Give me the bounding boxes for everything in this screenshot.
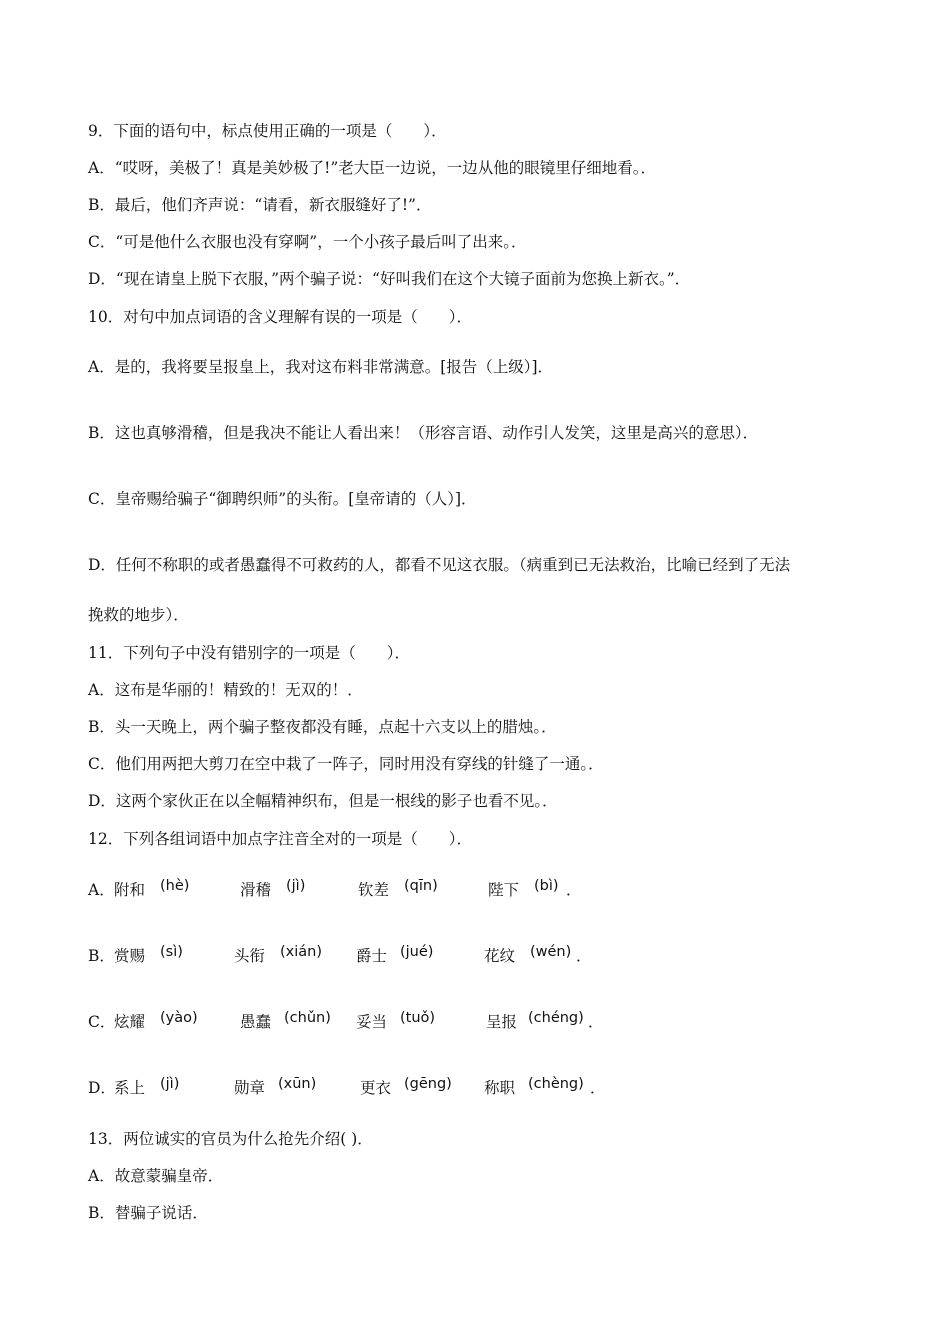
option-label: A． <box>88 881 115 899</box>
option-word: 愚蠢 <box>240 1013 272 1031</box>
option-pinyin: (wén) <box>530 944 572 960</box>
option-pinyin: (sì) <box>160 944 183 960</box>
option-pinyin: (bì) <box>534 878 559 894</box>
option-word: 头衔 <box>234 947 266 965</box>
option-word: 炫耀 <box>114 1013 146 1031</box>
question-10-option-c: C．皇帝赐给骗子“御聘织师”的头衔。[皇帝请的（人）]． <box>88 490 477 508</box>
option-pinyin: (yào) <box>160 1010 198 1026</box>
question-11-option-b: B．头一天晚上，两个骗子整夜都没有睡，点起十六支以上的腊烛。． <box>88 718 557 736</box>
option-word: 滑稽 <box>240 881 272 899</box>
question-11-stem: 11．下列句子中没有错别字的一项是（ ）． <box>88 644 410 662</box>
option-end: ． <box>590 1079 606 1097</box>
option-word: 钦差 <box>358 881 390 899</box>
option-word: 称职 <box>484 1079 516 1097</box>
question-9-option-c: C．“可是他什么衣服也没有穿啊”，一个小孩子最后叫了出来。． <box>88 233 527 251</box>
option-word: 更衣 <box>360 1079 392 1097</box>
option-pinyin: (gēng) <box>404 1076 452 1092</box>
option-word: 花纹 <box>484 947 516 965</box>
option-word: 勋章 <box>234 1079 266 1097</box>
question-13-stem: 13．两位诚实的官员为什么抢先介绍( )． <box>88 1130 373 1148</box>
question-9-stem: 9．下面的语句中，标点使用正确的一项是（ ）． <box>88 122 447 140</box>
question-11-option-d: D．这两个家伙正在以全幅精神织布，但是一根线的影子也看不见。． <box>88 792 558 810</box>
option-word: 呈报 <box>486 1013 518 1031</box>
option-label: C． <box>88 1013 116 1031</box>
option-pinyin: (chèng) <box>528 1076 584 1092</box>
question-10-option-d-line2: 挽救的地步）． <box>88 606 189 624</box>
option-pinyin: (hè) <box>160 878 190 894</box>
option-pinyin: (chǔn) <box>284 1010 331 1026</box>
question-13-option-b: B．替骗子说话． <box>88 1204 208 1222</box>
question-9-option-b: B．最后，他们齐声说：“请看，新衣服缝好了!”． <box>88 196 432 214</box>
question-9-option-a: A．“哎呀，美极了！真是美妙极了!”老大臣一边说，一边从他的眼镜里仔细地看。． <box>88 159 657 177</box>
option-word: 妥当 <box>356 1013 388 1031</box>
question-11-option-c: C．他们用两把大剪刀在空中栽了一阵子，同时用没有穿线的针缝了一通。． <box>88 755 604 773</box>
question-10-option-b: B．这也真够滑稽，但是我决不能让人看出来！（形容言语、动作引人发笑，这里是高兴的意思）． <box>88 424 759 442</box>
option-pinyin: (xūn) <box>278 1076 317 1092</box>
question-13-option-a: A．故意蒙骗皇帝． <box>88 1167 224 1185</box>
option-word: 陛下 <box>488 881 520 899</box>
question-12-stem: 12．下列各组词语中加点字注音全对的一项是（ ）． <box>88 830 472 848</box>
option-pinyin: (jì) <box>286 878 306 894</box>
option-pinyin: (chéng) <box>528 1010 584 1026</box>
option-pinyin: (jué) <box>400 944 434 960</box>
option-label: B． <box>88 947 115 965</box>
option-word: 爵士 <box>356 947 388 965</box>
option-pinyin: (jì) <box>160 1076 180 1092</box>
question-9-option-d: D．“现在请皇上脱下衣服，”两个骗子说：“好叫我们在这个大镜子面前为您换上新衣。”． <box>88 270 691 288</box>
option-pinyin: (tuǒ) <box>400 1010 436 1026</box>
question-10-option-d-line1: D．任何不称职的或者愚蠢得不可救药的人，都看不见这衣服。（病重到已无法救治，比喻已经到了无法 <box>88 556 791 574</box>
option-word: 赏赐 <box>114 947 146 965</box>
option-label: D． <box>88 1079 116 1097</box>
question-10-option-a: A．是的，我将要呈报皇上，我对这布料非常满意。[报告（上级）]． <box>88 358 554 376</box>
option-word: 附和 <box>114 881 146 899</box>
question-10-stem: 10．对句中加点词语的含义理解有误的一项是（ ）． <box>88 308 472 326</box>
option-end: ． <box>566 881 582 899</box>
question-11-option-a: A．这布是华丽的！精致的！无双的！． <box>88 681 363 699</box>
option-end: ． <box>576 947 592 965</box>
option-pinyin: (qīn) <box>404 878 438 894</box>
option-end: ． <box>588 1013 604 1031</box>
option-word: 系上 <box>114 1079 146 1097</box>
option-pinyin: (xián) <box>280 944 322 960</box>
